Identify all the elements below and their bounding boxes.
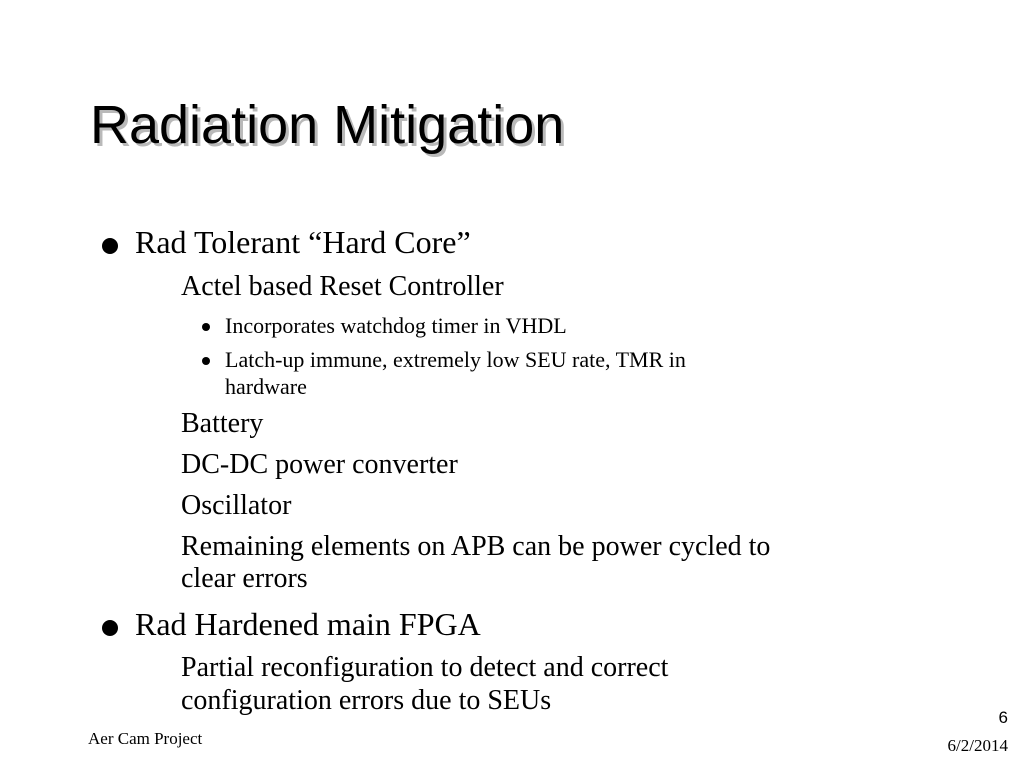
footer-date: 6/2/2014: [947, 736, 1008, 755]
bullet-dot-icon: [202, 357, 210, 365]
bullet-dot-icon: [102, 620, 118, 636]
footer-project: Aer Cam Project: [88, 729, 203, 748]
sub-item-oscillator: Oscillator: [181, 490, 292, 521]
sub-sub-item-latchup-line2: hardware: [225, 374, 307, 399]
sub-item-dcdc: DC-DC power converter: [181, 449, 458, 480]
sub-sub-item-latchup-line1: Latch-up immune, extremely low SEU rate, TMR in: [225, 347, 686, 372]
sub-item-remaining-line1: Remaining elements on APB can be power cycled to: [181, 531, 771, 562]
sub-item-partial-line1: Partial reconfiguration to detect and correct: [181, 652, 669, 683]
sub-sub-item-watchdog: Incorporates watchdog timer in VHDL: [225, 313, 567, 338]
page-number: 6: [998, 708, 1008, 727]
bullet-dot-icon: [102, 238, 118, 254]
slide-title: Radiation Mitigation: [90, 95, 565, 155]
bullet-fpga: Rad Hardened main FPGA: [135, 606, 481, 642]
bullet-dot-icon: [202, 323, 210, 331]
sub-item-remaining-line2: clear errors: [181, 563, 308, 594]
sub-item-battery: Battery: [181, 408, 264, 439]
sub-item-actel: Actel based Reset Controller: [181, 271, 504, 302]
bullet-hard-core: Rad Tolerant “Hard Core”: [135, 224, 471, 260]
sub-item-partial-line2: configuration errors due to SEUs: [181, 685, 552, 716]
